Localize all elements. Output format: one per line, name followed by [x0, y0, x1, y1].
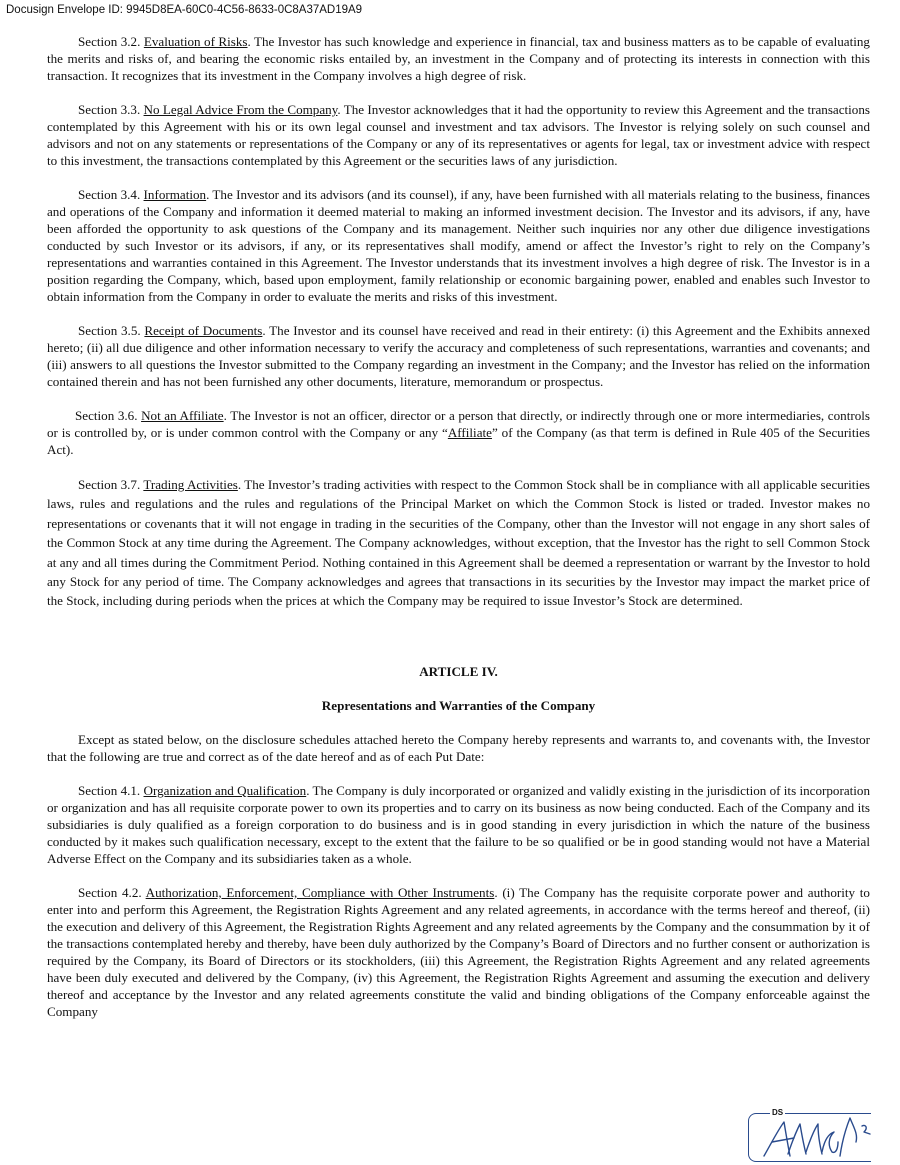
section-number: Section 3.7. [78, 477, 141, 492]
article-intro: Except as stated below, on the disclosure schedules attached hereto the Company hereby represents and warrants to, and covenants with, the Investor that the following are true and correct as of the date hereof and as of each Put Date: [47, 731, 870, 764]
section-4-2 [47, 884, 870, 1020]
section-title: Organization and Qualification [143, 782, 307, 798]
section-number: Section 3.4. [78, 187, 141, 202]
section-text: . The Investor has such knowledge and experience in financial, tax and business matters as to be capable of evaluating the merits and risks of, and bearing the economic risks entailed by, an investment in the Company and of protecting its interests in connection with this transaction. It recognizes that its investment in the Company involves a high degree of risk. [47, 34, 870, 83]
section-text: . The Company is duly incorporated or organized and validly existing in the jurisdiction of its incorporation or organization and has all requisite corporate power to own its properties and to carry on its business as now being conducted. Each of the Company and its subsidiaries is duly qualified as a foreign corporation to do business and is in good standing in every jurisdiction in which the nature of the business conducted by it makes such qualification necessary, except to the extent that the failure to be so qualified or be in good standing would not have a Material Adverse Effect on the Company and its subsidiaries taken as a whole. [47, 782, 870, 866]
section-number: Section 4.2. [78, 884, 142, 900]
section-number: Section 3.3. [78, 102, 141, 117]
section-number: Section 3.6. [75, 408, 138, 423]
section-text: . (i) The Company has the requisite corporate power and authority to enter into and perform this Agreement, the Registration Rights Agreement and any related agreements, in accordance with the terms hereof and thereof, (ii) the execution and delivery of this Agreement, the Registration Rights Agreement and any related agreements by the Company and the consummation by it of the transactions contemplated hereby and thereby, have been duly authorized by the Company’s Board of Directors and no further consent or authorization is required by the Company, its Board of Directors or its stockholders, (iii) this Agreement, the Registration Rights Agreement and any related agreements have been duly executed and delivered by the Company, (iv) this Agreement, the Registration Rights Agreement and assuming the execution and delivery thereof and acceptance by the Investor and any related agreements constitute the valid and binding obligations of the Company enforceable against the Company [47, 884, 870, 1019]
section-4-1 [47, 782, 870, 867]
section-text: . The Investor and its advisors (and its counsel), if any, have been furnished with all materials relating to the business, finances and operations of the Company and information it deemed material to making an informed investment decision. The Investor and its advisors, if any, have been afforded the opportunity to ask questions of the Company and its management. Neither such inquiries nor any other due diligence investigations conducted by such Investor or its advisors, if any, or its representatives shall modify, amend or affect the Investor’s right to rely on the Company’s representations and warranties contained in this Agreement. The Investor understands that its investment involves a high degree of risk. The Investor is in a position regarding the Company, which, based upon employment, family relationship or economic bargaining power, enabled and enables such Investor to obtain information from the Company in order to evaluate the merits and risks of this investment. [47, 187, 870, 304]
article-subtitle: Representations and Warranties of the Company [321, 697, 596, 713]
section-3-7 [47, 475, 870, 611]
document-body [47, 33, 870, 1020]
section-title: No Legal Advice From the Company [143, 102, 338, 117]
section-text: . The Investor and its counsel have received and read in their entirety: (i) this Agreement and the Exhibits annexed hereto; (ii) all due diligence and other information necessary to verify the accuracy and completeness of such representations, warranties and covenants; and (iii) answers to all questions the Investor submitted to the Company regarding an investment in the Company; and the Investor has relied on the information contained therein and has not been furnished any other documents, literature, memorandum or prospectus. [47, 323, 870, 389]
section-3-2 [47, 33, 870, 84]
section-text: . The Investor acknowledges that it had the opportunity to review this Agreement and the transactions contemplated by this Agreement with his or its own legal counsel and investment and tax advisors. The Investor is relying solely on such counsel and advisors and not on any statements or representations of the Company or any of its representatives or agents for legal, tax or investment advice with respect to this investment, the transactions contemplated by this Agreement or the securities laws of any jurisdiction. [47, 102, 871, 168]
section-title: Receipt of Documents [144, 323, 263, 338]
section-title: Not an Affiliate [141, 408, 224, 423]
section-3-4 [47, 186, 870, 305]
initials-signature [758, 1112, 878, 1162]
section-3-6 [47, 407, 870, 458]
section-title: Trading Activities [143, 477, 238, 492]
defined-term-affiliate: Affiliate [447, 425, 492, 440]
section-text: . The Investor is not an officer, director or a person that directly, or indirectly through one or more intermediaries, controls or is controlled by, or is under common control with the Company or any “ [47, 408, 870, 440]
article-heading: ARTICLE IV. [419, 663, 498, 679]
initials-label: DS [772, 1108, 784, 1117]
section-text-continued: ” of the Company (as that term is defined in Rule 405 of the Securities Act). [47, 425, 870, 457]
section-3-5 [47, 322, 870, 390]
section-number: Section 3.5. [78, 323, 141, 338]
section-title: Authorization, Enforcement, Compliance with Other Instruments [145, 884, 495, 900]
section-text: . The Investor’s trading activities with respect to the Common Stock shall be in compliance with all applicable securities laws, rules and regulations and the rules and regulations of the Principal Market on which the Common Stock is listed or traded. Investor makes no representations or covenants that it will not engage in trading in the securities of the Company, other than the Investor will not engage in any short sales of the Common Stock at any time during the Agreement. The Company acknowledges, without exception, that the Investor has the right to sell Common Stock at any and all times during the Commitment Period. Nothing contained in this Agreement shall be deemed a representation or warrant by the Investor to hold any Stock for any period of time. The Company acknowledges and agrees that transactions in its securities by the Investor may impact the market price of the Stock, including during periods when the prices at which the Company may be required to issue Investor’s Stock are determined. [47, 477, 870, 609]
section-number: Section 4.1. [78, 782, 141, 798]
section-3-3 [47, 101, 870, 169]
section-title: Information [143, 187, 207, 202]
section-title: Evaluation of Risks [143, 34, 248, 49]
envelope-id: Docusign Envelope ID: 9945D8EA-60C0-4C56-8633-0C8A37AD19A9 [6, 4, 363, 16]
section-number: Section 3.2. [78, 34, 141, 49]
